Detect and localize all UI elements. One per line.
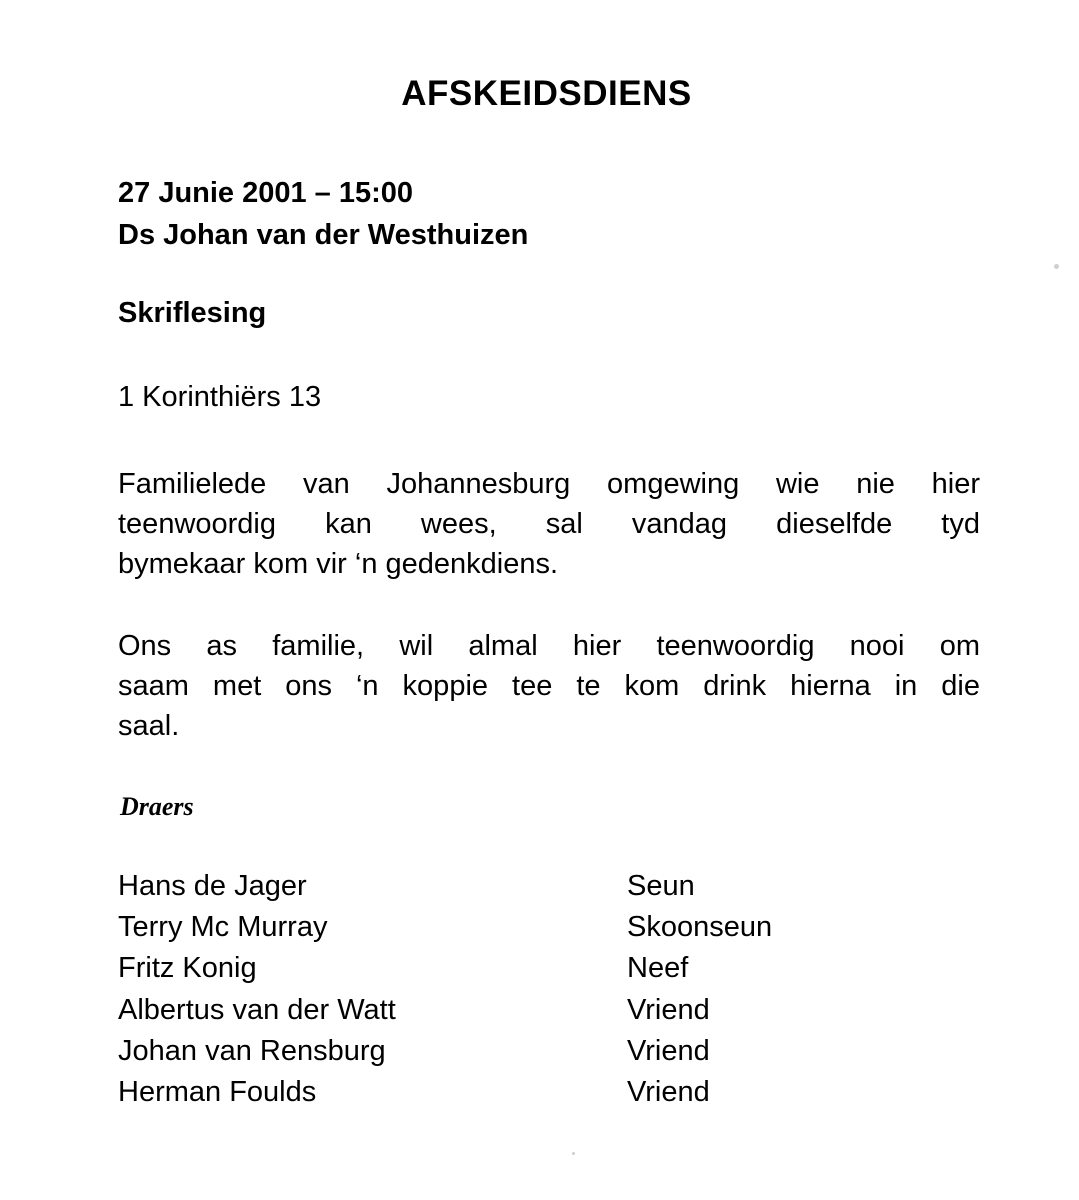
bearer-relation: Skoonseun [627, 911, 773, 944]
bearer-row [118, 1072, 918, 1113]
bearer-relation: Vriend [627, 1034, 710, 1067]
bearer-row [118, 866, 918, 907]
scan-speck [1054, 264, 1059, 269]
service-date-time: 27 Junie 2001 – 15:00 [118, 177, 414, 209]
bearer-relation: Neef [627, 952, 689, 985]
reading-passage: 1 Korinthiërs 13 [118, 381, 322, 413]
bearers-heading: Draers [120, 792, 194, 821]
bearer-relation: Vriend [627, 993, 710, 1026]
bearer-row [118, 948, 918, 989]
service-minister: Ds Johan van der Westhuizen [118, 219, 529, 251]
paragraph-line: Ons as familie, wil almal hier teenwoordig nooi om [118, 630, 980, 662]
page-title: AFSKEIDSDIENS [401, 74, 692, 113]
bearer-name: Fritz Konig [118, 952, 257, 985]
bearer-name: Johan van Rensburg [118, 1034, 386, 1067]
bearer-relation: Seun [627, 870, 695, 902]
bearer-row [118, 1031, 918, 1072]
bearers-list [118, 866, 918, 1113]
paragraph-line: saam met ons ‘n koppie tee te kom drink hierna in die [118, 670, 980, 702]
paragraph-line: Familielede van Johannesburg omgewing wie nie hier [118, 468, 980, 500]
bearer-row [118, 990, 918, 1031]
paragraph-invitation [118, 626, 980, 746]
bearer-name: Hans de Jager [118, 870, 307, 902]
bearer-row [118, 907, 918, 948]
bearer-name: Herman Foulds [118, 1075, 317, 1108]
bearer-name: Terry Mc Murray [118, 911, 328, 944]
bearer-name: Albertus van der Watt [118, 993, 396, 1026]
scan-speck [572, 1152, 575, 1155]
reading-heading: Skriflesing [118, 297, 267, 329]
bearer-relation: Vriend [627, 1075, 710, 1108]
paragraph-line: teenwoordig kan wees, sal vandag dieselfde tyd [118, 508, 980, 540]
paragraph-line: saal. [118, 710, 180, 742]
paragraph-line: bymekaar kom vir ‘n gedenkdiens. [118, 548, 559, 580]
paragraph-memorial [118, 464, 980, 584]
